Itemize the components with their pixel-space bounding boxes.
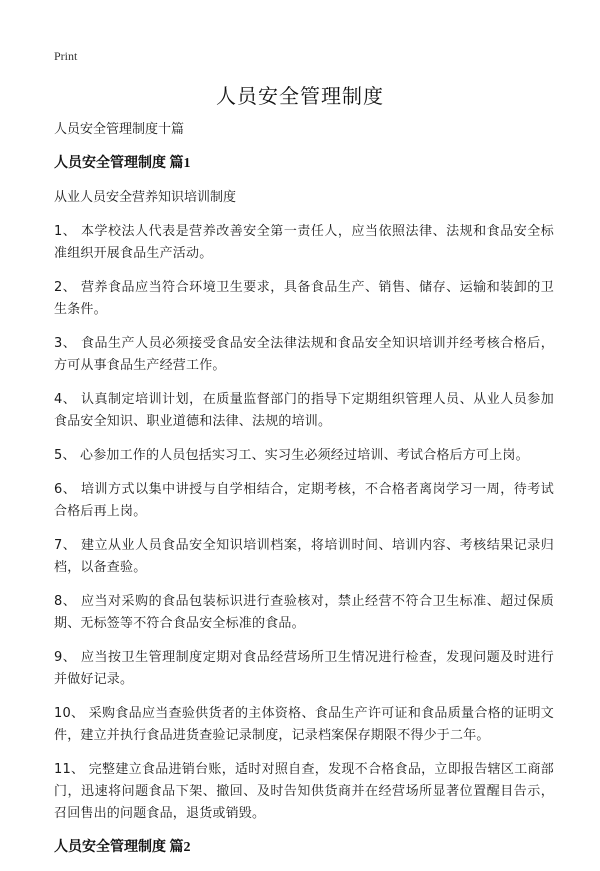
print-label: Print bbox=[54, 49, 78, 63]
list-item: 8、 应当对采购的食品包装标识进行查验核对，禁止经营不符合卫生标准、超过保质期、无标签等不符合食品安全标准的食品。 bbox=[54, 594, 554, 631]
list-item: 11、 完整建立食品进销台账，适时对照自查，发现不合格食品，立即报告辖区工商部门，迅速将问题食品下架、撤回、及时告知供货商并在经营场所显著位置醒目告示，召回售出的问题食品，退货或销毁。 bbox=[54, 762, 554, 821]
section-intro: 从业人员安全营养知识培训制度 bbox=[54, 190, 237, 205]
document-subtitle: 人员安全管理制度十篇 bbox=[54, 122, 185, 137]
list-item: 2、 营养食品应当符合环境卫生要求，具备食品生产、销售、储存、运输和装卸的卫生条件。 bbox=[54, 280, 554, 317]
list-item: 3、 食品生产人员必须接受食品安全法律法规和食品安全知识培训并经考核合格后，方可从事食品生产经营工作。 bbox=[54, 336, 554, 373]
section-heading-1: 人员安全管理制度 篇1 bbox=[54, 156, 191, 171]
list-item: 9、 应当按卫生管理制度定期对食品经营场所卫生情况进行检查，发现问题及时进行并做好记录。 bbox=[54, 650, 554, 687]
document-title: 人员安全管理制度 bbox=[216, 84, 384, 108]
list-item: 10、 采购食品应当查验供货者的主体资格、食品生产许可证和食品质量合格的证明文件，建立并执行食品进货查验记录制度，记录档案保存期限不得少于二年。 bbox=[54, 706, 554, 743]
list-item: 5、 心参加工作的人员包括实习工、实习生必须经过培训、考试合格后方可上岗。 bbox=[54, 448, 529, 463]
document-body bbox=[54, 119, 554, 871]
section-heading-2: 人员安全管理制度 篇2 bbox=[54, 840, 191, 855]
list-item: 4、 认真制定培训计划，在质量监督部门的指导下定期组织管理人员、从业人员参加食品安全知识、职业道德和法律、法规的培训。 bbox=[54, 392, 554, 429]
list-item: 1、 本学校法人代表是营养改善安全第一责任人，应当依照法律、法规和食品安全标准组织开展食品生产活动。 bbox=[54, 224, 554, 261]
list-item: 6、 培训方式以集中讲授与自学相结合，定期考核，不合格者离岗学习一周，待考试合格后再上岗。 bbox=[54, 482, 554, 519]
list-item: 7、 建立从业人员食品安全知识培训档案，将培训时间、培训内容、考核结果记录归档，以备查验。 bbox=[54, 538, 554, 575]
